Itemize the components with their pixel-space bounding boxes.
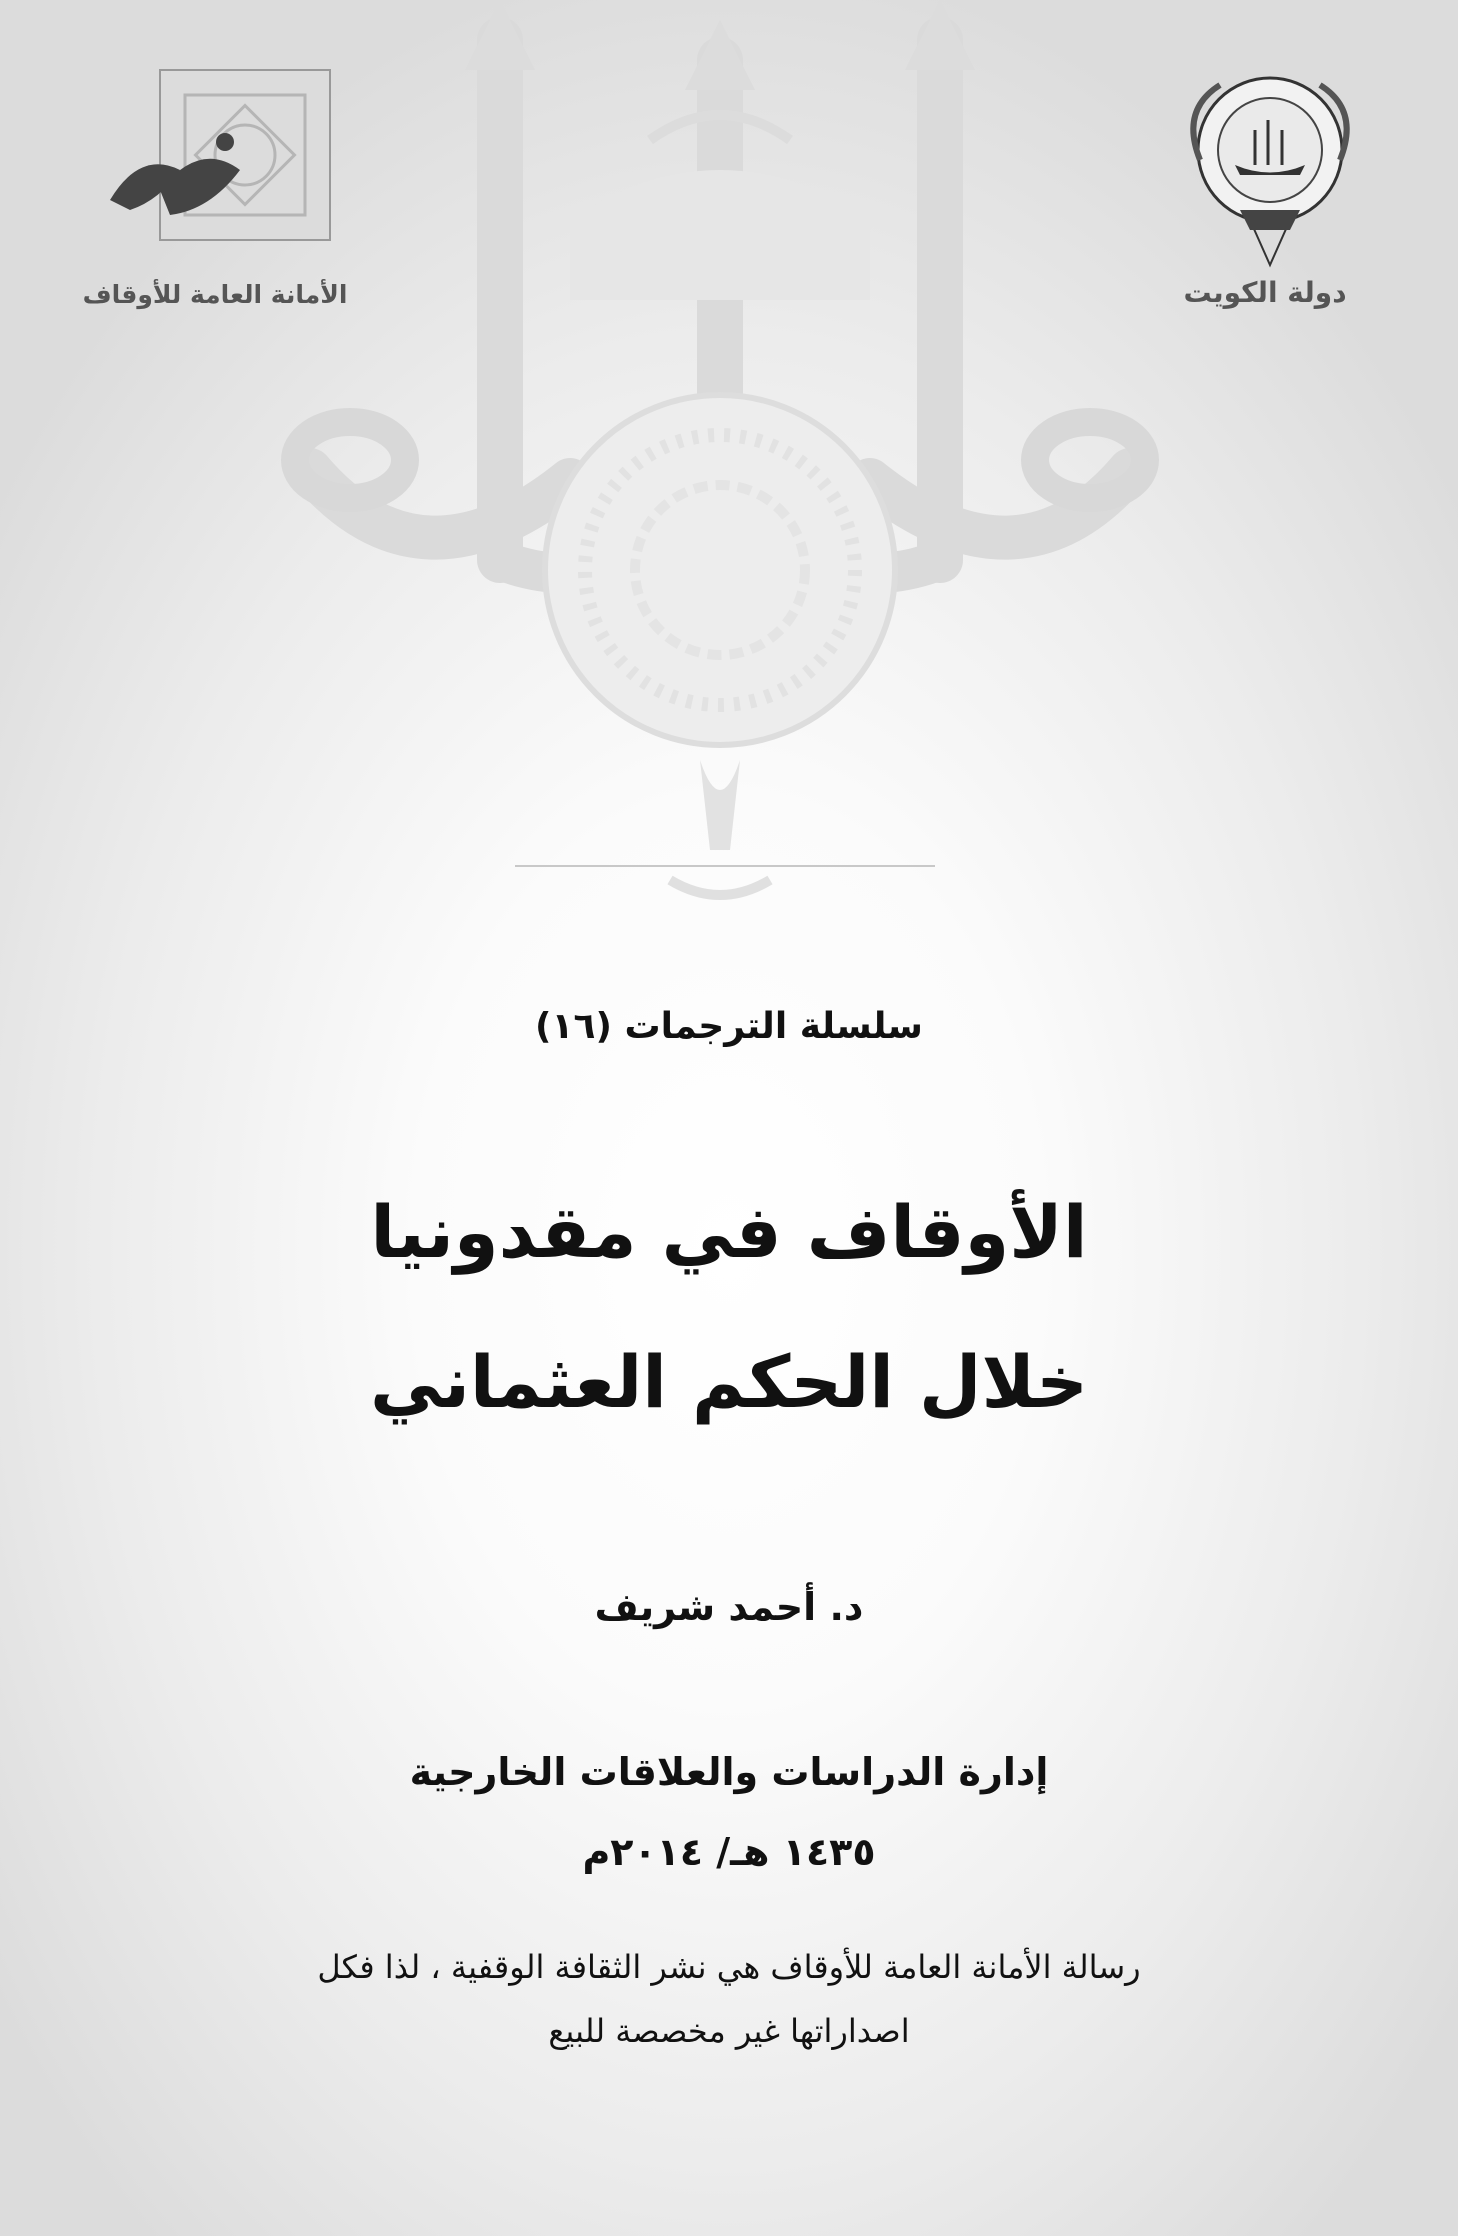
publisher-department: إدارة الدراسات والعلاقات الخارجية [409,1750,1049,1794]
book-title-line-1: الأوقاف في مقدونيا [370,1190,1088,1274]
awqaf-logo-icon [100,60,340,260]
message-line-2: اصداراتها غير مخصصة للبيع [548,2012,910,2050]
kuwait-label: دولة الكويت [1183,276,1347,309]
awqaf-label: الأمانة العامة للأوقاف [82,280,348,309]
series-title: سلسلة الترجمات (١٦) [535,1006,923,1047]
kuwait-emblem-icon [1180,70,1360,270]
calligraphy-ornament [270,0,1170,920]
publication-date: ١٤٣٥ هـ/ ٢٠١٤م [582,1830,876,1874]
divider-line [515,865,935,867]
message-line-1: رسالة الأمانة العامة للأوقاف هي نشر الثقافة الوقفية ، لذا فكل [317,1948,1141,1986]
book-title-line-2: خلال الحكم العثماني [369,1340,1089,1424]
author-name: د. أحمد شريف [594,1585,864,1629]
